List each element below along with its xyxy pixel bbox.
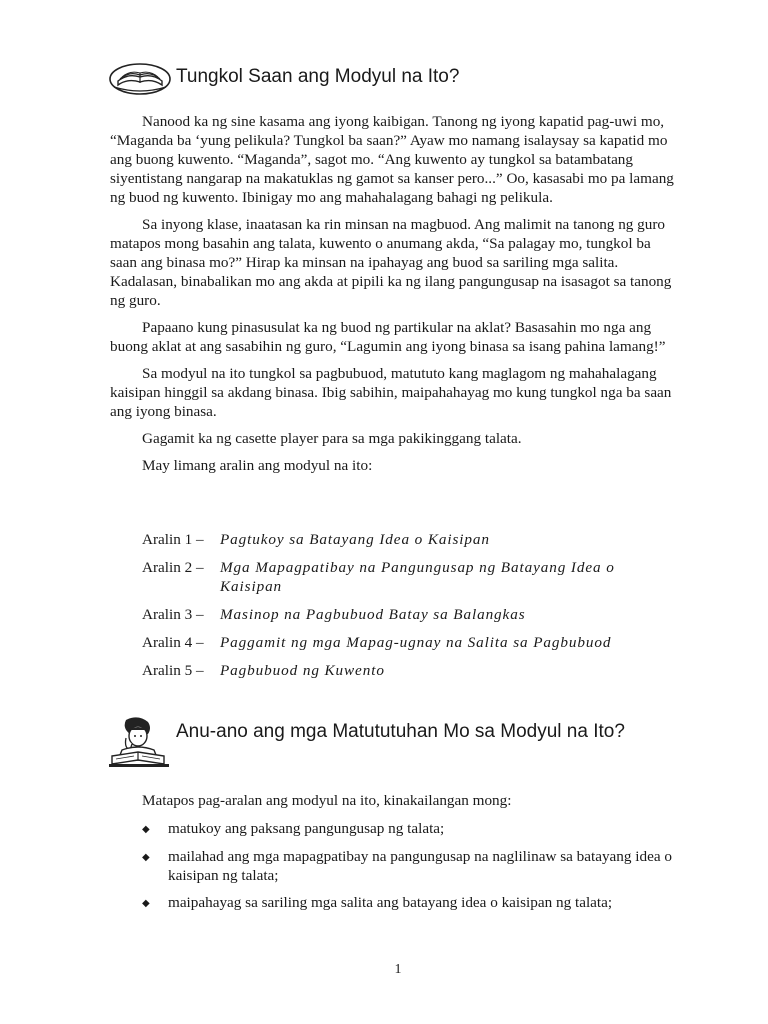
lesson-title: Pagtukoy sa Batayang Idea o Kaisipan <box>220 531 490 548</box>
paragraph: Papaano kung pinasusulat ka ng buod ng partikular na aklat? Basasahin mo nga ang buong aklat at ang sasabihin ng guro, “Lagumin ang iyong binasa sa isang pahina lamang!” <box>110 319 666 355</box>
list-item <box>142 893 682 913</box>
lesson-item <box>142 661 662 680</box>
diamond-bullet-icon: ◆ <box>142 898 150 909</box>
lesson-item <box>142 633 662 652</box>
section-title: Tungkol Saan ang Modyul na Ito? <box>176 66 460 87</box>
section-heading-learning-objectives <box>108 716 676 773</box>
section-title: Anu-ano ang mga Matututuhan Mo sa Modyul na Ito? <box>176 721 625 742</box>
paragraph: Sa modyul na ito tungkol sa pagbubuod, matututo kang maglagom ng mahahalagang kaisipan hinggil sa akdang binasa. Ibig sabihin, maipahahayag mo kung tungkol nga ba saan ang iyong binasa. <box>110 365 672 420</box>
list-item <box>142 847 682 885</box>
open-book-icon <box>108 62 172 101</box>
lesson-number: Aralin 3 – <box>142 606 204 623</box>
diamond-bullet-icon: ◆ <box>142 852 150 863</box>
list-item <box>142 819 682 839</box>
objective-text: mailahad ang mga mapagpatibay na pangungusap na naglilinaw sa batayang idea o kaisipan ng talata; <box>168 848 672 884</box>
objectives-list <box>142 791 682 921</box>
student-reading-icon <box>108 716 172 773</box>
lessons-intro: May limang aralin ang modyul na ito: <box>142 457 373 474</box>
page-number: 1 <box>394 962 402 977</box>
lesson-title: Paggamit ng mga Mapag-ugnay na Salita sa Pagbubuod <box>220 634 612 651</box>
lessons-list <box>142 530 662 689</box>
objective-text: matukoy ang paksang pangungusap ng talata; <box>168 820 445 837</box>
lesson-number: Aralin 4 – <box>142 634 204 651</box>
objectives-intro: Matapos pag-aralan ang modyul na ito, kinakailangan mong: <box>142 792 512 809</box>
paragraph: Nanood ka ng sine kasama ang iyong kaibigan. Tanong ng iyong kapatid pag-uwi mo, “Maganda ba ‘yung pelikula? Tungkol ba saan?” Ayaw mo namang isalaysay sa kapatid mo ang buong kuwento. “Maganda”, sagot mo. “Ang kuwento ay tungkol sa batambatang siyentistang nangarap na makatuklas ng gamot sa kanser pero...” Oo, kasasabi mo pa lamang ng buod ng kuwento. Ibinigay mo ang mahahalagang bahagi ng pelikula. <box>110 113 674 206</box>
objective-text: maipahayag sa sariling mga salita ang batayang idea o kaisipan ng talata; <box>168 894 613 911</box>
lesson-title: Masinop na Pagbubuod Batay sa Balangkas <box>220 606 526 623</box>
lesson-title: Pagbubuod ng Kuwento <box>220 662 385 679</box>
lesson-number: Aralin 1 – <box>142 531 204 548</box>
diamond-bullet-icon: ◆ <box>142 824 150 835</box>
lesson-item <box>142 605 662 624</box>
lesson-number: Aralin 2 – <box>142 559 204 576</box>
paragraph: Sa inyong klase, inaatasan ka rin minsan na magbuod. Ang malimit na tanong ng guro matapos mong basahin ang talata, kuwento o anumang akda, “Sa palagay mo, tungkol ba saan ang binasa mo?” Hirap ka minsan na ipahayag ang buod sa sariling mga salita. Kadalasan, binabalikan mo ang akda at pipili ka ng ilang pangungusap na isasagot sa tanong ng guro. <box>110 216 672 309</box>
lesson-item <box>142 558 662 596</box>
lesson-item <box>142 530 662 549</box>
equipment-note: Gagamit ka ng casette player para sa mga pakikinggang talata. <box>142 430 522 447</box>
section-heading-about-module <box>108 62 459 101</box>
intro-text <box>110 112 678 483</box>
lesson-title: Mga Mapagpatibay na Pangungusap ng Batayang Idea o Kaisipan <box>220 559 615 595</box>
lesson-number: Aralin 5 – <box>142 662 204 679</box>
